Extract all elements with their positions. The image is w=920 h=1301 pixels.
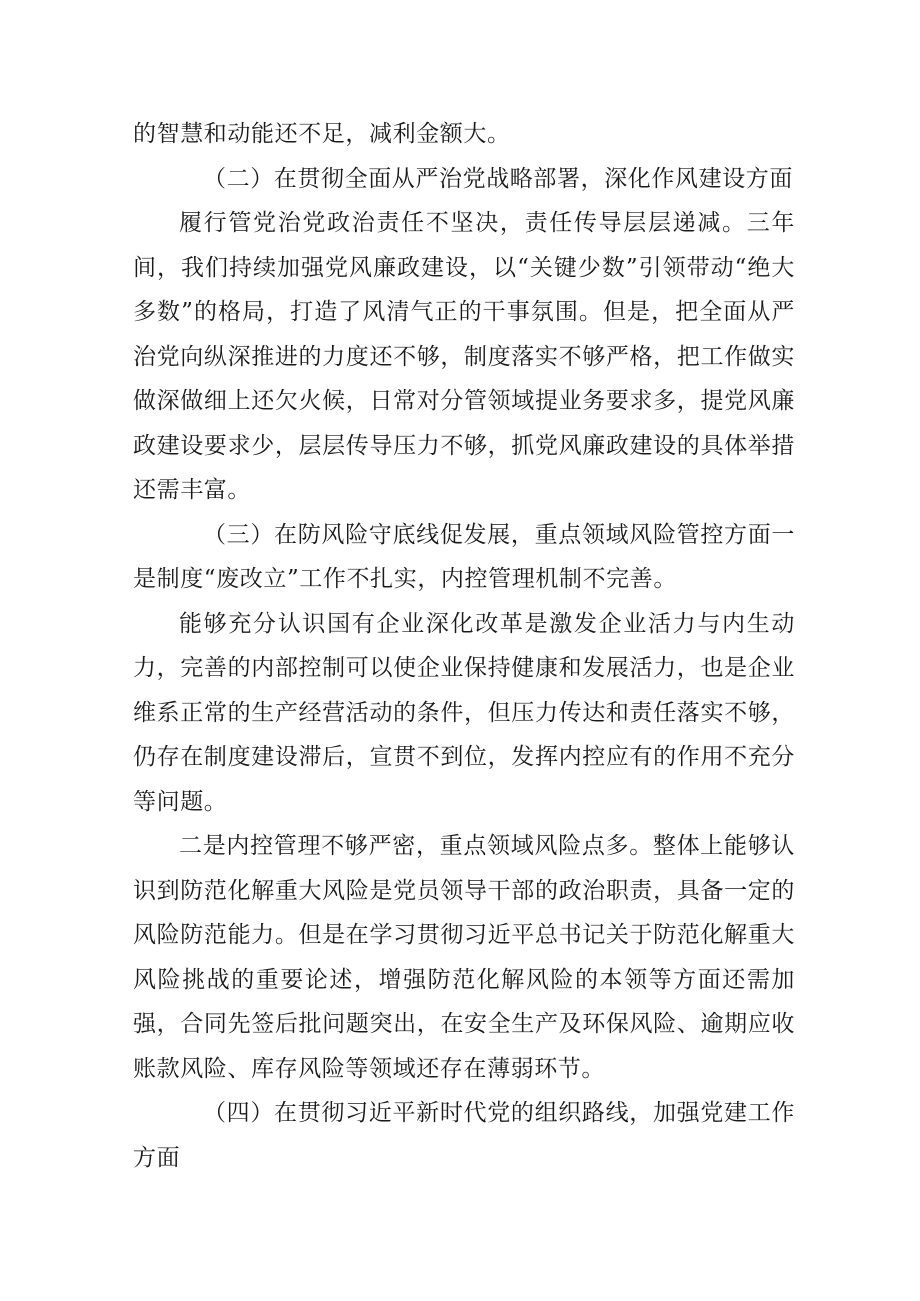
section-heading-4: （四）在贯彻习近平新时代党的组织路线，加强党建工作方面: [133, 1100, 795, 1171]
paragraph-continuation: 的智慧和动能还不足，减利金额大。: [133, 121, 511, 147]
section-heading-2: （二）在贯彻全面从严治党战略部署，深化作风建设方面: [203, 165, 793, 192]
section-heading-3: （三）在防风险守底线促发展，重点领域风险管控方面一是制度“废改立”工作不扎实，内控管理机制不完善。: [133, 521, 795, 592]
document-body: [133, 112, 795, 1180]
paragraph-risk-management: 二是内控管理不够严密，重点领域风险点多。整体上能够认识到防范化解重大风险是党员领导干部的政治职责，具备一定的风险防范能力。但是在学习贯彻习近平总书记关于防范化解重大风险挑战的重要论述，增强防范化解风险的本领等方面还需加强，合同先签后批问题突出，在安全生产及环保风险、逾期应收账款风险、库存风险等领域还存在薄弱环节。: [133, 833, 795, 1082]
paragraph-internal-control: 能够充分认识国有企业深化改革是激发企业活力与内生动力，完善的内部控制可以使企业保持健康和发展活力，也是企业维系正常的生产经营活动的条件，但压力传达和责任落实不够，仍存在制度建设滞后，宣贯不到位，发挥内控应有的作用不充分等问题。: [133, 610, 795, 815]
paragraph-party-discipline: 履行管党治党政治责任不坚决，责任传导层层递减。三年间，我们持续加强党风廉政建设，以“关键少数”引领带动“绝大多数”的格局，打造了风清气正的干事氛围。但是，把全面从严治党向纵深推进的力度还不够，制度落实不够严格，把工作做实做深做细上还欠火候，日常对分管领域提业务要求多，提党风廉政建设要求少，层层传导压力不够，抓党风廉政建设的具体举措还需丰富。: [133, 210, 795, 503]
